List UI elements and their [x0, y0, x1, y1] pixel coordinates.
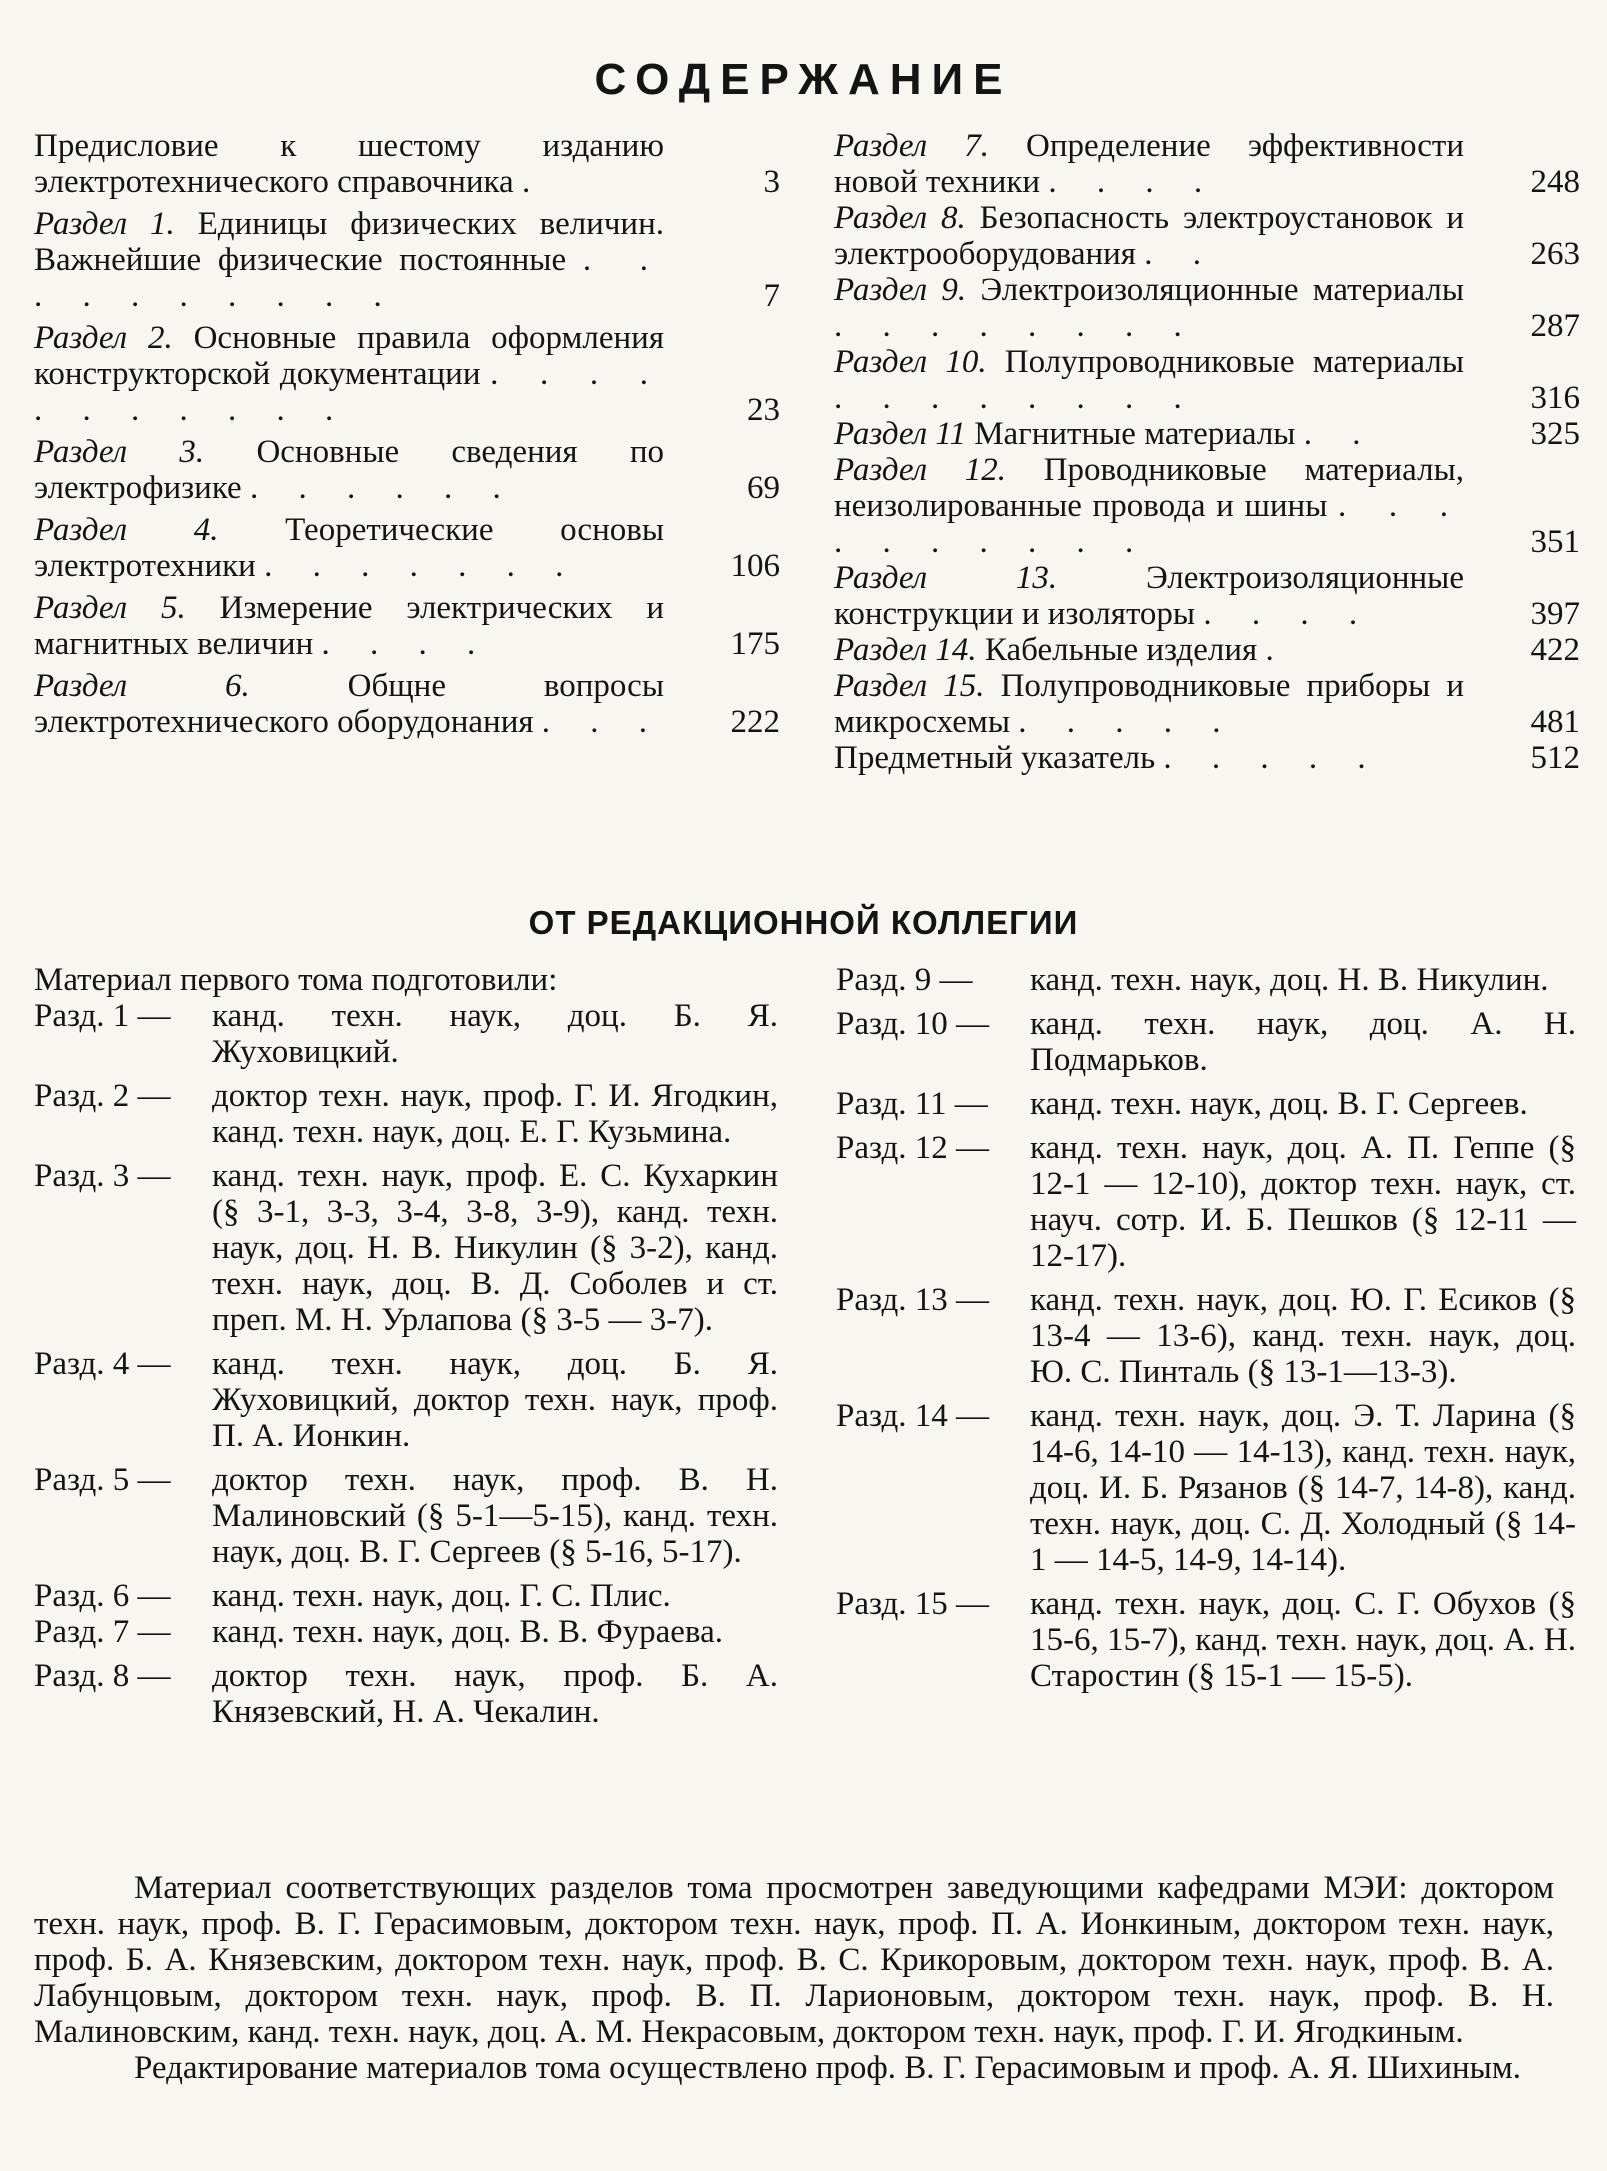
toc-entry-label: Раздел 15. [834, 668, 985, 704]
toc-entry-label: Раздел 10. [834, 344, 987, 380]
toc-entry-label: Раздел 6. [34, 668, 250, 704]
toc-entry-page: 397 [1530, 596, 1580, 632]
toc-entry-page: 422 [1530, 632, 1580, 668]
credit-section: Разд. 13 — [836, 1282, 989, 1318]
credit-entry [34, 1614, 778, 1650]
toc-entry[interactable]: Раздел 7. Определение эффективности новой техники . . . . 248 [834, 128, 1580, 200]
toc-entry-page: 7 [763, 278, 780, 314]
toc-entry-title: Единицы физических величин. Важнейшие физические постоянные [34, 206, 665, 278]
credit-authors: доктор техн. наук, проф. Б. А. Князевский, Н. А. Чекалин. [212, 1658, 778, 1730]
toc-entry-page: 23 [747, 392, 780, 428]
toc-entry-title: Общне вопросы электротехнического оборудонания [34, 668, 665, 740]
credit-section: Разд. 7 — [34, 1614, 171, 1650]
contents-heading: СОДЕРЖАНИЕ [594, 55, 1013, 105]
toc-entry-title: Теоретические основы электротехники [34, 512, 664, 584]
credit-section: Разд. 11 — [836, 1086, 988, 1122]
credit-authors: канд. техн. наук, доц. Ю. Г. Есиков (§ 13-4 — 13-6), канд. техн. наук, доц. Ю. С. Пинталь (§ 13-1—13-3). [1030, 1282, 1576, 1390]
credit-section: Разд. 8 — [34, 1658, 171, 1694]
toc-left-column [34, 128, 780, 746]
credit-authors: канд. техн. наук, доц. Б. Я. Жуховицкий. [212, 998, 778, 1070]
credit-entry [34, 1158, 778, 1338]
credit-section: Разд. 15 — [836, 1586, 989, 1622]
toc-entry-title: Электроизоляционные материалы [980, 272, 1464, 308]
credit-authors: канд. техн. наук, проф. Е. С. Кухаркин (§ 3-1, 3-3, 3-4, 3-8, 3-9), канд. техн. наук, доц. Н. В. Никулин (§ 3-2), канд. техн. наук, доц. В. Д. Соболев и ст. преп. М. Н. Урлапова (§ 3-5 — 3-7). [212, 1158, 778, 1338]
toc-entry-label: Раздел 7. [834, 128, 989, 164]
toc-entry[interactable]: Раздел 3. Основные сведения по электрофизике . . . . . . 69 [34, 434, 780, 506]
credit-entry [836, 1006, 1576, 1078]
toc-entry-title: Электроизоляционные конструкции и изоляторы [834, 560, 1464, 632]
credit-authors: канд. техн. наук, доц. Б. Я. Жуховицкий, доктор техн. наук, проф. П. А. Ионкин. [212, 1346, 778, 1454]
toc-entry-page: 351 [1530, 524, 1580, 560]
credits-left-column [34, 962, 778, 1730]
toc-entry[interactable]: Раздел 12. Проводниковые материалы, неизолированные провода и шины . . . . . . . . . . 351 [834, 452, 1580, 560]
toc-entry-page: 481 [1530, 704, 1580, 740]
credit-entry [836, 962, 1576, 998]
toc-entry-label: Раздел 3. [34, 434, 205, 470]
toc-entry-page: 3 [763, 164, 780, 200]
credit-section: Разд. 10 — [836, 1006, 989, 1042]
toc-entry-page: 222 [730, 704, 780, 740]
toc-entry[interactable]: Раздел 15. Полупроводниковые приборы и микросхемы . . . . . 481 [834, 668, 1580, 740]
toc-entry-page: 69 [747, 470, 780, 506]
credit-section: Разд. 14 — [836, 1398, 989, 1434]
credit-authors: канд. техн. наук, доц. А. Н. Подмарьков. [1030, 1006, 1576, 1078]
toc-entry-title: Полупроводниковые приборы и микросхемы [834, 668, 1465, 740]
credit-section: Разд. 5 — [34, 1462, 171, 1498]
toc-entry-page: 175 [730, 626, 780, 662]
toc-entry-title: Предметный указатель [834, 740, 1156, 776]
toc-entry-title: Полупроводниковые материалы [1004, 344, 1464, 380]
credit-entry [34, 1078, 778, 1150]
credit-authors: канд. техн. наук, доц. А. П. Геппе (§ 12-1 — 12-10), доктор техн. наук, ст. науч. сотр. И. Б. Пешков (§ 12-11 — 12-17). [1030, 1130, 1576, 1274]
editing-note: Редактирование материалов тома осуществлено проф. В. Г. Герасимовым и проф. А. Я. Шихиным. [134, 2050, 1521, 2086]
credit-section: Разд. 12 — [836, 1130, 989, 1166]
credit-authors: канд. техн. наук, доц. Э. Т. Ларина (§ 14-6, 14-10 — 14-13), канд. техн. наук, доц. И. Б. Рязанов (§ 14-7, 14-8), канд. техн. наук, доц. С. Д. Холодный (§ 14-1 — 14-5, 14-9, 14-14). [1030, 1398, 1576, 1578]
credits-intro: Материал первого тома подготовили: [34, 962, 558, 998]
credit-section: Разд. 6 — [34, 1578, 171, 1614]
toc-right-column [834, 128, 1580, 776]
toc-entry-label: Раздел 14. [834, 632, 977, 668]
toc-entry-page: 316 [1530, 380, 1580, 416]
credit-entry [836, 1282, 1576, 1390]
toc-entry-page: 106 [730, 548, 780, 584]
toc-entry[interactable]: Раздел 2. Основные правила оформления конструкторской документации . . . . . . . . . . . 23 [34, 320, 780, 428]
toc-entry-page: 287 [1530, 308, 1580, 344]
toc-entry-title: Кабельные изделия [984, 632, 1258, 668]
toc-entry[interactable]: Раздел 8. Безопасность электроустановок и электрооборудования . . 263 [834, 200, 1580, 272]
toc-entry-label: Раздел 13. [834, 560, 1058, 596]
credit-entry [34, 998, 778, 1070]
editorial-board-heading: ОТ РЕДАКЦИОННОЙ КОЛЛЕГИИ [528, 904, 1079, 942]
credit-authors: канд. техн. наук, доц. Г. С. Плис. [212, 1578, 671, 1614]
toc-entry-page: 248 [1530, 164, 1580, 200]
credit-section: Разд. 4 — [34, 1346, 171, 1382]
toc-entry[interactable]: Раздел 6. Общне вопросы электротехнического оборудонания . . . 222 [34, 668, 780, 740]
toc-entry-title: Определение эффективности новой техники [834, 128, 1464, 200]
toc-entry[interactable]: Раздел 1. Единицы физических величин. Важнейшие физические постоянные . . . . . . . . . . 7 [34, 206, 780, 314]
credit-section: Разд. 9 — [836, 962, 973, 998]
toc-entry[interactable]: Раздел 13. Электроизоляционные конструкции и изоляторы . . . . 397 [834, 560, 1580, 632]
credit-authors: канд. техн. наук, доц. С. Г. Обухов (§ 15-6, 15-7), канд. техн. наук, доц. А. Н. Старостин (§ 15-1 — 15-5). [1030, 1586, 1576, 1694]
credit-section: Разд. 2 — [34, 1078, 171, 1114]
toc-entry[interactable]: Раздел 10. Полупроводниковые материалы . . . . . . . . 316 [834, 344, 1580, 416]
credit-entry [34, 1462, 778, 1570]
credit-authors: доктор техн. наук, проф. Г. И. Ягодкин, канд. техн. наук, доц. Е. Г. Кузьмина. [212, 1078, 778, 1150]
toc-entry-page: 325 [1530, 416, 1580, 452]
credit-section: Разд. 1 — [34, 998, 171, 1034]
closing-notes [34, 1870, 1554, 2086]
toc-entry-label: Раздел 1. [34, 206, 175, 242]
toc-entry-title: Измерение электрических и магнитных величин [34, 590, 665, 662]
credit-authors: канд. техн. наук, доц. Н. В. Никулин. [1030, 962, 1549, 998]
credit-entry [34, 1578, 778, 1614]
credit-entry [836, 1398, 1576, 1578]
toc-entry[interactable]: Раздел 4. Теоретические основы электротехники . . . . . . . 106 [34, 512, 780, 584]
credit-authors: канд. техн. наук, доц. В. В. Фураева. [212, 1614, 723, 1650]
credit-entry [836, 1086, 1576, 1122]
toc-entry-title: Основные сведения по электрофизике [34, 434, 665, 506]
credit-authors: канд. техн. наук, доц. В. Г. Сергеев. [1030, 1086, 1528, 1122]
toc-entry-title: Основные правила оформления конструкторской документации [34, 320, 665, 392]
credit-entry [836, 1130, 1576, 1274]
toc-entry-title: Безопасность электроустановок и электрооборудования [834, 200, 1464, 272]
toc-entry[interactable]: Предметный указатель . . . . . 512 [834, 740, 1580, 776]
toc-entry-title: Магнитные материалы [974, 416, 1296, 452]
toc-entry[interactable]: Раздел 9. Электроизоляционные материалы . . . . . . . . 287 [834, 272, 1580, 344]
toc-entry-label: Раздел 8. [834, 200, 966, 236]
credits-right-column [836, 962, 1576, 1694]
toc-entry[interactable]: Раздел 14. Кабельные изделия . 422 [834, 632, 1580, 668]
toc-entry-label: Раздел 11 [834, 416, 966, 452]
toc-entry-page: 263 [1530, 236, 1580, 272]
credit-authors: доктор техн. наук, проф. В. Н. Малиновский (§ 5-1—5-15), канд. техн. наук, доц. В. Г. Сергеев (§ 5-16, 5-17). [212, 1462, 778, 1570]
toc-entry-label: Раздел 9. [834, 272, 967, 308]
credit-entry [836, 1586, 1576, 1694]
toc-entry[interactable]: Раздел 5. Измерение электрических и магнитных величин . . . . 175 [34, 590, 780, 662]
toc-entry-label: Раздел 12. [834, 452, 1007, 488]
toc-entry-title: Проводниковые материалы, неизолированные провода и шины [834, 452, 1464, 524]
credit-entry [34, 1658, 778, 1730]
toc-entry-label: Раздел 5. [34, 590, 186, 626]
toc-entry[interactable]: Раздел 11 Магнитные материалы . . 325 [834, 416, 1580, 452]
credit-section: Разд. 3 — [34, 1158, 171, 1194]
toc-entry-page: 512 [1530, 740, 1580, 776]
toc-entry[interactable]: Предисловие к шестому изданию электротехнического справочника . 3 [34, 128, 780, 200]
toc-entry-label: Раздел 4. [34, 512, 219, 548]
toc-entry-label: Раздел 2. [34, 320, 173, 356]
credit-entry [34, 1346, 778, 1454]
toc-entry-title: Предисловие к шестому изданию электротехнического справочника [34, 128, 664, 200]
review-note: Материал соответствующих разделов тома просмотрен заведующими кафедрами МЭИ: доктором техн. наук, проф. В. Г. Герасимовым, доктором техн. наук, проф. П. А. Ионкиным, доктором техн. наук, проф. Б. А. Князевским, доктором техн. наук, проф. В. С. Крикоровым, доктором техн. наук, проф. В. А. Лабунцовым, доктором техн. наук, проф. В. П. Ларионовым, доктором техн. наук, проф. В. Н. Малиновским, канд. техн. наук, доц. А. М. Некрасовым, доктором техн. наук, проф. Г. И. Ягодкиным. [34, 1870, 1554, 2050]
